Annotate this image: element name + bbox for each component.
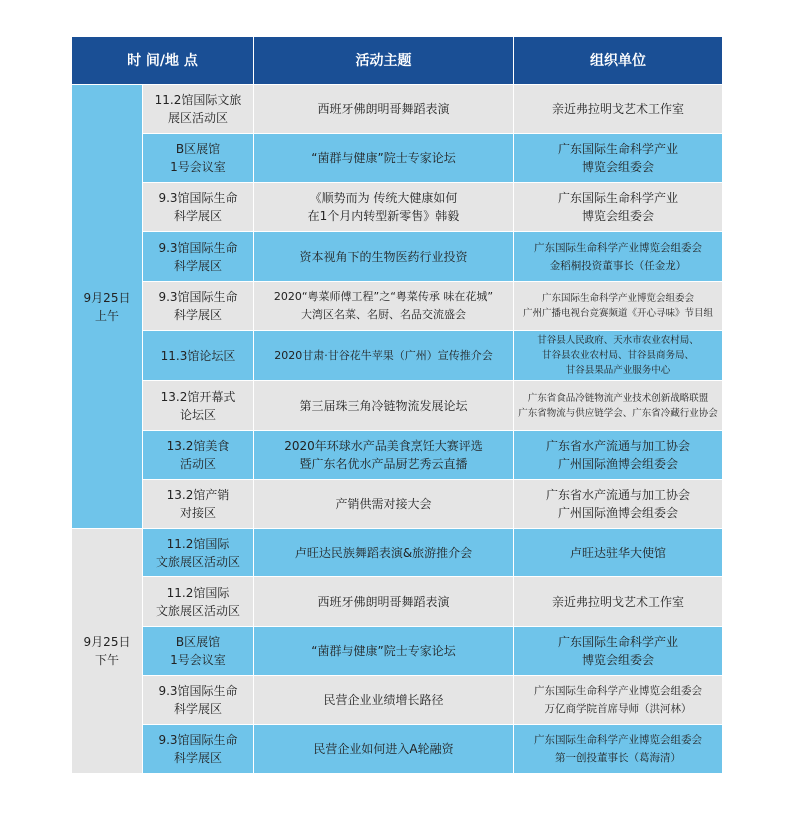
org-line: 亲近弗拉明戈艺术工作室 xyxy=(551,594,684,609)
location-line: 科学展区 xyxy=(173,751,222,765)
org-cell xyxy=(514,183,723,232)
topic-line: 第三届珠三角冷链物流发展论坛 xyxy=(299,398,468,413)
location-line: 展区活动区 xyxy=(167,111,228,125)
org-line: 卢旺达驻华大使馆 xyxy=(569,545,666,560)
org-line: 博览会组委会 xyxy=(581,160,654,174)
session-cell xyxy=(72,529,143,774)
location-cell xyxy=(143,480,254,529)
location-line: 科学展区 xyxy=(173,702,222,716)
org-line: 亲近弗拉明戈艺术工作室 xyxy=(551,102,684,116)
org-line: 广东省物流与供应链学会、广东省冷藏行业协会 xyxy=(518,407,718,419)
org-line: 广东国际生命科学产业博览会组委会 xyxy=(534,734,702,746)
location-line: 11.3馆论坛区 xyxy=(160,348,236,363)
location-line: 9.3馆国际生命 xyxy=(158,290,238,304)
location-line: 对接区 xyxy=(179,506,216,520)
org-line: 甘谷县人民政府、天水市农业农村局、 xyxy=(537,335,699,346)
location-line: 13.2馆开幕式 xyxy=(160,389,236,404)
schedule-body xyxy=(72,85,723,774)
location-line: 9.3馆国际生命 xyxy=(158,733,238,747)
org-line: 广州国际渔博会组委会 xyxy=(557,457,678,471)
location-line: 活动区 xyxy=(179,457,216,471)
org-cell xyxy=(514,381,723,431)
header-org: 组织单位 xyxy=(514,37,723,85)
org-line: 广东省水产流通与加工协会 xyxy=(545,488,690,502)
location-line: 科学展区 xyxy=(173,209,222,223)
org-line: 广东国际生命科学产业博览会组委会 xyxy=(541,293,694,304)
session-line: 上午 xyxy=(94,308,119,323)
org-cell xyxy=(514,529,723,577)
location-line: 文旅展区活动区 xyxy=(155,554,240,569)
table-row xyxy=(72,85,723,134)
header-time-place: 时 间/地 点 xyxy=(72,37,254,85)
topic-line: 西班牙佛朗明哥舞蹈表演 xyxy=(317,102,450,116)
org-line: 广东省食品冷链物流产业技术创新战略联盟 xyxy=(527,392,709,404)
topic-line: 资本视角下的生物医药行业投资 xyxy=(299,249,468,264)
location-cell xyxy=(143,431,254,480)
org-line: 第一创投董事长（葛海清） xyxy=(555,752,681,764)
location-cell xyxy=(143,183,254,232)
topic-line: “菌群与健康”院士专家论坛 xyxy=(311,151,456,165)
topic-cell xyxy=(254,85,514,134)
org-cell xyxy=(514,480,723,529)
topic-cell xyxy=(254,577,514,627)
topic-line: 产销供需对接大会 xyxy=(335,497,432,511)
location-line: B区展馆 xyxy=(175,635,221,649)
location-line: 11.2馆国际文旅 xyxy=(154,93,242,107)
session-line: 下午 xyxy=(94,653,119,667)
table-row xyxy=(72,577,723,627)
topic-cell xyxy=(254,480,514,529)
org-line: 广东国际生命科学产业 xyxy=(557,142,678,156)
org-cell xyxy=(514,282,723,331)
header-topic: 活动主题 xyxy=(254,37,514,85)
org-line: 广东国际生命科学产业 xyxy=(557,191,678,205)
org-line: 甘谷县果品产业服务中心 xyxy=(565,365,671,376)
location-line: 论坛区 xyxy=(179,407,216,422)
topic-cell xyxy=(254,431,514,480)
location-cell xyxy=(143,134,254,183)
topic-cell xyxy=(254,529,514,577)
table-row xyxy=(72,183,723,232)
org-cell xyxy=(514,85,723,134)
location-line: 科学展区 xyxy=(173,308,222,322)
org-cell xyxy=(514,134,723,183)
location-line: 文旅展区活动区 xyxy=(155,603,240,618)
org-cell xyxy=(514,676,723,725)
header-row xyxy=(72,37,723,85)
table-row xyxy=(72,676,723,725)
org-line: 广东国际生命科学产业 xyxy=(557,635,678,649)
location-cell xyxy=(143,577,254,627)
location-line: 1号会议室 xyxy=(170,653,226,667)
location-cell xyxy=(143,529,254,577)
org-line: 广东省水产流通与加工协会 xyxy=(545,439,690,453)
org-line: 广东国际生命科学产业博览会组委会 xyxy=(534,685,702,697)
location-line: 13.2馆美食 xyxy=(166,439,230,453)
location-line: 科学展区 xyxy=(173,258,222,273)
topic-cell xyxy=(254,282,514,331)
table-row xyxy=(72,627,723,676)
topic-cell xyxy=(254,627,514,676)
topic-line: 《顺势而为 传统大健康如何 xyxy=(309,191,458,205)
location-cell xyxy=(143,85,254,134)
location-cell xyxy=(143,331,254,381)
org-line: 金稻桐投资董事长（任金龙） xyxy=(549,259,687,272)
org-line: 万亿商学院首席导师（洪河林） xyxy=(544,703,692,715)
topic-cell xyxy=(254,381,514,431)
topic-cell xyxy=(254,134,514,183)
location-cell xyxy=(143,282,254,331)
org-cell xyxy=(514,725,723,774)
org-cell xyxy=(514,577,723,627)
topic-cell xyxy=(254,725,514,774)
table-row xyxy=(72,232,723,282)
location-line: 9.3馆国际生命 xyxy=(158,240,238,255)
location-line: 11.2馆国际 xyxy=(166,585,230,600)
session-cell xyxy=(72,85,143,529)
topic-line: 2020“粤菜师傅工程”之“粤菜传承 味在花城” xyxy=(273,290,494,303)
location-cell xyxy=(143,381,254,431)
location-cell xyxy=(143,232,254,282)
location-line: 9.3馆国际生命 xyxy=(158,191,238,205)
location-line: B区展馆 xyxy=(175,142,221,156)
topic-line: 2020年环球水产品美食烹饪大赛评选 xyxy=(284,439,483,453)
location-cell xyxy=(143,725,254,774)
topic-line: 在1个月内转型新零售》韩毅 xyxy=(307,209,460,223)
session-line: 9月25日 xyxy=(83,290,131,305)
session-line: 9月25日 xyxy=(83,635,131,649)
topic-cell xyxy=(254,183,514,232)
table-row xyxy=(72,331,723,381)
topic-line: 2020甘肃·甘谷花牛苹果（广州）宣传推介会 xyxy=(274,348,493,362)
org-line: 博览会组委会 xyxy=(581,653,654,667)
topic-line: 民营企业如何进入A轮融资 xyxy=(313,742,454,756)
org-line: 广州广播电视台竞赛频道《开心寻味》节目组 xyxy=(522,308,713,319)
org-cell xyxy=(514,627,723,676)
topic-line: 西班牙佛朗明哥舞蹈表演 xyxy=(317,594,450,609)
org-line: 广州国际渔博会组委会 xyxy=(557,506,678,520)
topic-line: 暨广东名优水产品厨艺秀云直播 xyxy=(299,457,468,471)
table-row xyxy=(72,431,723,480)
table-row xyxy=(72,480,723,529)
location-cell xyxy=(143,627,254,676)
org-cell xyxy=(514,331,723,381)
location-line: 13.2馆产销 xyxy=(166,488,230,502)
org-line: 广东国际生命科学产业博览会组委会 xyxy=(534,241,702,254)
table-row xyxy=(72,725,723,774)
table-row xyxy=(72,381,723,431)
table-row xyxy=(72,282,723,331)
topic-line: 民营企业业绩增长路径 xyxy=(323,693,444,707)
topic-line: 卢旺达民族舞蹈表演&旅游推介会 xyxy=(294,545,473,560)
location-line: 11.2馆国际 xyxy=(166,536,230,551)
location-cell xyxy=(143,676,254,725)
org-cell xyxy=(514,232,723,282)
org-line: 博览会组委会 xyxy=(581,209,654,223)
topic-cell xyxy=(254,331,514,381)
table-row xyxy=(72,134,723,183)
org-cell xyxy=(514,431,723,480)
topic-cell xyxy=(254,676,514,725)
topic-line: “菌群与健康”院士专家论坛 xyxy=(311,644,456,658)
location-line: 1号会议室 xyxy=(170,160,226,174)
topic-line: 大湾区名菜、名厨、名品交流盛会 xyxy=(301,308,466,321)
location-line: 9.3馆国际生命 xyxy=(158,684,238,698)
table-row xyxy=(72,529,723,577)
schedule-table xyxy=(71,36,723,774)
topic-cell xyxy=(254,232,514,282)
org-line: 甘谷县农业农村局、甘谷县商务局、 xyxy=(541,350,694,361)
